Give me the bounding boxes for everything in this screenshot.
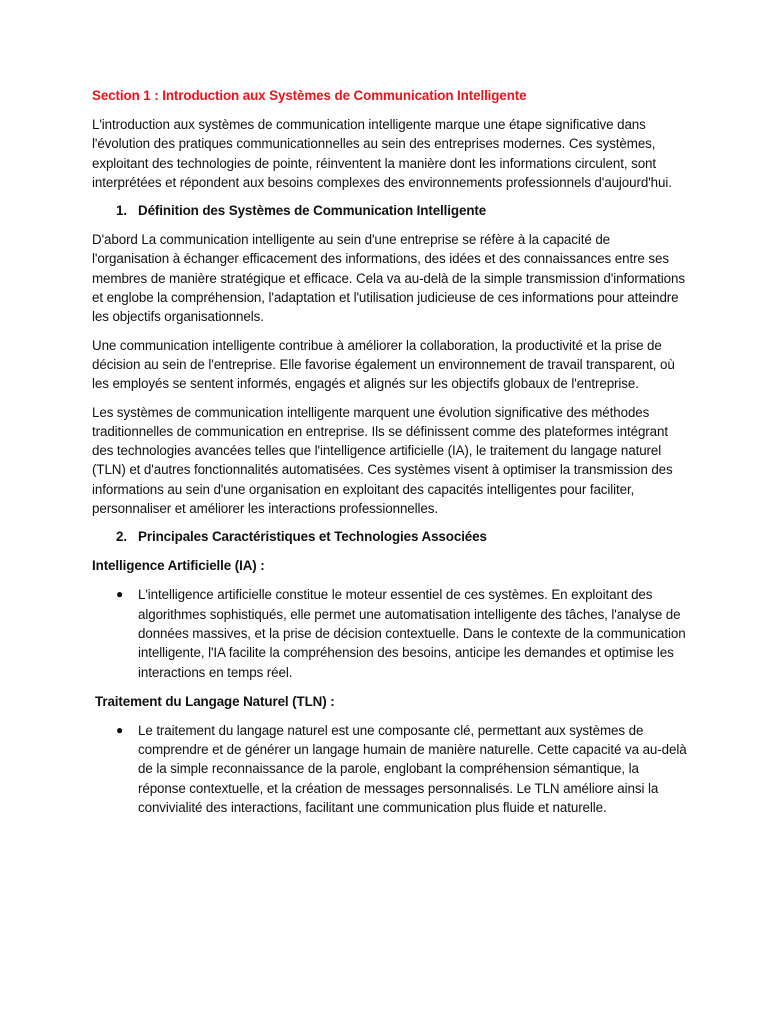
heading-number: 2. bbox=[116, 529, 127, 545]
bullet-text-tln: Le traitement du langage naturel est une composante clé, permettant aux systèmes de comprendre et de générer un langage humain de manière naturelle. Cette capacité va au-delà de la simple reconnaissance de la parole, englobant la compréhension sémantique, la réponse contextuelle, et la création de messages personnalisés. Le TLN améliore ainsi la convivialité des interactions, facilitant une communication plus fluide et naturelle. bbox=[138, 722, 687, 816]
heading-text: Définition des Systèmes de Communication Intelligente bbox=[138, 203, 487, 219]
intro-paragraph: L'introduction aux systèmes de communication intelligente marque une étape significative dans l'évolution des pratiques communicationnelles au sein des entreprises modernes. Ces systèmes, exploitant des technologies de pointe, réinventent la manière dont les informations circulent, sont interprétées et répondent aux besoins complexes des environnements professionnels d'aujourd'hui. bbox=[92, 117, 672, 190]
bullet-text-ia: L'intelligence artificielle constitue le moteur essentiel de ces systèmes. En exploitant des algorithmes sophistiqués, elle permet une automatisation intelligente des tâches, l'analyse de données massives, et la prise de décision contextuelle. Dans le contexte de la communication intelligente, l'IA facilite la compréhension des besoins, anticipe les demandes et optimise les interactions en temps réel. bbox=[138, 587, 686, 680]
bullet-icon: ● bbox=[116, 587, 124, 602]
heading-number: 1. bbox=[116, 203, 127, 219]
paragraph-benefits: Une communication intelligente contribue à améliorer la collaboration, la productivité et la prise de décision au sein de l'entreprise. Elle favorise également un environnement de travail transparent, où les employés se sentent informés, engagés et alignés sur les objectifs globaux de l'entreprise. bbox=[92, 337, 675, 392]
heading-definition bbox=[116, 201, 688, 220]
heading-text: Principales Caractéristiques et Technologies Associées bbox=[138, 529, 487, 545]
heading-characteristics bbox=[116, 527, 688, 546]
bullet-icon: ● bbox=[116, 722, 124, 737]
section-title: Section 1 : Introduction aux Systèmes de Communication Intelligente bbox=[92, 88, 527, 103]
subheading-ia: Intelligence Artificielle (IA) : bbox=[92, 558, 265, 574]
list-item bbox=[116, 585, 688, 681]
subheading-tln: Traitement du Langage Naturel (TLN) : bbox=[95, 693, 335, 709]
paragraph-systems: Les systèmes de communication intelligente marquent une évolution significative des méthodes traditionnelles de communication en entreprise. Ils se définissent comme des plateformes intégrant des technologies avancées telles que l'intelligence artificielle (IA), le traitement du langage naturel (TLN) et d'autres fonctionnalités automatisées. Ces systèmes visent à optimiser la transmission des informations au sein d'une organisation en exploitant des capacités intelligentes pour faciliter, personnaliser et améliorer les interactions professionnelles. bbox=[92, 404, 673, 517]
paragraph-definition: D'abord La communication intelligente au sein d'une entreprise se réfère à la capacité de l'organisation à échanger efficacement des informations, des idées et des connaissances entre ses membres de manière stratégique et efficace. Cela va au-delà de la simple transmission d'informations et englobe la compréhension, l'adaptation et l'utilisation judicieuse de ces informations pour atteindre les objectifs organisationnels. bbox=[92, 232, 685, 325]
list-item bbox=[116, 721, 688, 817]
